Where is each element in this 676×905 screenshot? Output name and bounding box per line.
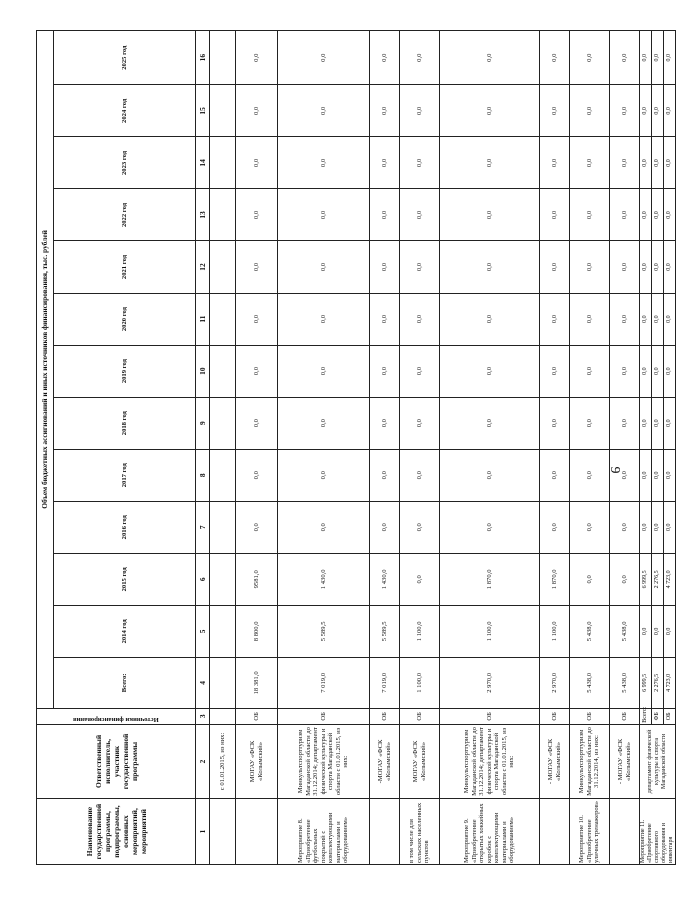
row-value: 0,0 (440, 449, 540, 501)
row-value: 2 970,0 (440, 657, 540, 708)
row-value: 1 100,0 (400, 657, 440, 708)
row-source: ОБ (278, 708, 370, 724)
header-year-5: 2019 год (54, 345, 196, 397)
table-row (440, 31, 540, 865)
row-value: 0,0 (370, 293, 400, 345)
row-value: 0,0 (278, 189, 370, 241)
table-row (278, 31, 370, 865)
row-value: 0,0 (400, 553, 440, 605)
row-value: 0,0 (540, 397, 570, 449)
row-value (210, 553, 236, 605)
row-value (210, 241, 236, 293)
row-value: 2 276,5 (652, 553, 664, 605)
row-value (210, 657, 236, 708)
column-number-13: 13 (196, 189, 210, 241)
header-year-11: 2025 год (54, 31, 196, 85)
row-value: 0,0 (652, 31, 664, 85)
row-value: 0,0 (540, 501, 570, 553)
row-value: 5 438,0 (610, 657, 640, 708)
row-value: 0,0 (236, 31, 278, 85)
row-name (540, 799, 570, 865)
row-executor: Минкультспорттуризм Магаданской области до 31.12.2014; департамент физической культуры и спорта Магаданской области с 01.01.2015, из них: (440, 724, 540, 798)
column-number-6: 6 (196, 553, 210, 605)
row-value: 2 276,5 (652, 657, 664, 708)
row-source: Всего: (640, 708, 652, 724)
row-value: 0,0 (440, 397, 540, 449)
row-value: 0,0 (278, 85, 370, 137)
row-value: 0,0 (236, 241, 278, 293)
row-value: 0,0 (540, 293, 570, 345)
row-value: 2 970,0 (540, 657, 570, 708)
column-number-3: 3 (196, 708, 210, 724)
row-value: 0,0 (664, 605, 676, 657)
row-source (210, 708, 236, 724)
row-value: 0,0 (664, 501, 676, 553)
row-value: 0,0 (440, 137, 540, 189)
row-value: 0,0 (540, 31, 570, 85)
table-row (570, 31, 610, 865)
row-value: 0,0 (570, 345, 610, 397)
row-name (370, 799, 400, 865)
row-value (210, 449, 236, 501)
column-number-9: 9 (196, 397, 210, 449)
row-value: 0,0 (440, 85, 540, 137)
row-value: 0,0 (278, 501, 370, 553)
row-name: Мероприятие 8. «Приобретение футбольных покрытий с комплектующими материалами и оборудованием» (278, 799, 370, 865)
row-value: 0,0 (236, 137, 278, 189)
header-name: Наименование государственной программы, подпрограммы, основных мероприятий, мероприятий (37, 799, 196, 865)
row-value: 0,0 (664, 449, 676, 501)
header-year-9: 2023 год (54, 137, 196, 189)
column-number-5: 5 (196, 605, 210, 657)
row-value: 0,0 (400, 137, 440, 189)
row-value: 0,0 (440, 345, 540, 397)
row-value: 0,0 (540, 449, 570, 501)
column-number-8: 8 (196, 449, 210, 501)
row-value: 0,0 (652, 605, 664, 657)
row-value: 0,0 (236, 397, 278, 449)
header-year-0: 2014 год (54, 605, 196, 657)
row-value: 0,0 (664, 345, 676, 397)
header-year-1: 2015 год (54, 553, 196, 605)
row-value: 0,0 (370, 501, 400, 553)
row-name: Мероприятие 11. «Приобретение спортивного оборудования и инвентаря (640, 799, 676, 865)
row-value: 0,0 (640, 189, 652, 241)
column-number-12: 12 (196, 241, 210, 293)
row-value: 0,0 (370, 345, 400, 397)
row-value: 0,0 (640, 31, 652, 85)
row-value: 0,0 (610, 553, 640, 605)
row-value: 0,0 (570, 137, 610, 189)
row-executor: с 01.01.2015, из них: (210, 724, 236, 798)
row-value: 0,0 (640, 85, 652, 137)
table-row (540, 31, 570, 865)
row-name (236, 799, 278, 865)
column-number-15: 15 (196, 85, 210, 137)
row-value (210, 501, 236, 553)
row-value: 1 870,0 (440, 553, 540, 605)
row-value: 0,0 (236, 293, 278, 345)
header-year-6: 2020 год (54, 293, 196, 345)
header-year-8: 2022 год (54, 189, 196, 241)
row-value: 0,0 (570, 449, 610, 501)
row-value: 0,0 (236, 85, 278, 137)
header-source: Источники финансирования (37, 708, 196, 724)
row-value: 0,0 (570, 241, 610, 293)
row-value: 0,0 (610, 241, 640, 293)
row-value: 0,0 (652, 85, 664, 137)
row-name: Мероприятие 10. «Приобретение уличных тренажеров» (570, 799, 610, 865)
row-value (210, 345, 236, 397)
row-value: 0,0 (540, 189, 570, 241)
row-value: 0,0 (400, 345, 440, 397)
row-value: 0,0 (278, 241, 370, 293)
row-value: 0,0 (370, 31, 400, 85)
page-number: 9 (607, 466, 622, 474)
row-value: 0,0 (236, 189, 278, 241)
row-value: 5 438,0 (570, 657, 610, 708)
row-name: в том числе для сельских населенных пунктов (400, 799, 440, 865)
row-value: 0,0 (540, 345, 570, 397)
row-value: 0,0 (278, 397, 370, 449)
row-value: 0,0 (652, 501, 664, 553)
row-value: 0,0 (278, 449, 370, 501)
row-value: 8 800,0 (236, 605, 278, 657)
row-value: 0,0 (640, 345, 652, 397)
row-value: 0,0 (652, 137, 664, 189)
row-name: Мероприятие 9. «Приобретение открытых хоккейных коробок с комплектующими материалами и оборудованием» (440, 799, 540, 865)
row-value: 0,0 (652, 397, 664, 449)
row-value: 0,0 (664, 397, 676, 449)
row-source: ОБ (570, 708, 610, 724)
row-value: 0,0 (236, 501, 278, 553)
row-value (210, 397, 236, 449)
row-value: 4 723,0 (664, 553, 676, 605)
row-executor: департамент физической культуры и спорта Магаданской области (640, 724, 676, 798)
row-value: 0,0 (652, 449, 664, 501)
column-number-11: 11 (196, 293, 210, 345)
row-value: 0,0 (540, 137, 570, 189)
column-number-2: 2 (196, 724, 210, 798)
row-value: 9581,0 (236, 553, 278, 605)
row-value: 0,0 (610, 137, 640, 189)
header-total: Всего: (54, 657, 196, 708)
row-value: 0,0 (370, 189, 400, 241)
row-value: 0,0 (440, 293, 540, 345)
column-number-1: 1 (196, 799, 210, 865)
row-value: 0,0 (664, 293, 676, 345)
row-value: 5 589,5 (370, 605, 400, 657)
row-value: 0,0 (570, 189, 610, 241)
row-value: 0,0 (610, 85, 640, 137)
row-value: 0,0 (640, 397, 652, 449)
row-executor: Минкультспорттуризм Магаданской области до 31.12.2014, из них: (570, 724, 610, 798)
row-value: 0,0 (400, 189, 440, 241)
row-value: 0,0 (278, 137, 370, 189)
row-value: 0,0 (370, 397, 400, 449)
row-value: 1 430,0 (278, 553, 370, 605)
row-value: 0,0 (236, 345, 278, 397)
row-value: 0,0 (570, 31, 610, 85)
row-executor: МОГАУ «ФСК «Колымский» (236, 724, 278, 798)
row-value: 0,0 (652, 241, 664, 293)
row-value: 0,0 (640, 293, 652, 345)
row-value: 0,0 (400, 241, 440, 293)
column-number-16: 16 (196, 31, 210, 85)
row-value: 0,0 (400, 31, 440, 85)
row-source: ФБ (652, 708, 664, 724)
row-value: 0,0 (370, 137, 400, 189)
row-executor: МОГАУ «ФСК «Колымский» (400, 724, 440, 798)
table-row (640, 31, 652, 865)
row-executor: Минкультспорттуризм Магаданской области до 31.12.2014; департамент физической культуры и спорта Магаданской области с 01.01.2015, из них: (278, 724, 370, 798)
row-value: 0,0 (400, 397, 440, 449)
column-number-7: 7 (196, 501, 210, 553)
row-value: 0,0 (664, 31, 676, 85)
row-value: 0,0 (610, 397, 640, 449)
row-value (210, 137, 236, 189)
row-source: ОБ (370, 708, 400, 724)
row-value: 1 100,0 (440, 605, 540, 657)
funding-table (36, 30, 676, 865)
header-year-7: 2021 год (54, 241, 196, 293)
row-value: 0,0 (610, 345, 640, 397)
row-value: 0,0 (610, 501, 640, 553)
row-value: 0,0 (278, 293, 370, 345)
header-year-4: 2018 год (54, 397, 196, 449)
row-value (210, 605, 236, 657)
row-value: 0,0 (540, 85, 570, 137)
row-value: 4 723,0 (664, 657, 676, 708)
rotated-table-wrapper (36, 30, 674, 865)
row-source: ОБ (540, 708, 570, 724)
row-value: 0,0 (400, 449, 440, 501)
row-source: ОБ (236, 708, 278, 724)
header-executor: Ответственный исполнитель, участник государственной программы (37, 724, 196, 798)
header-year-10: 2024 год (54, 85, 196, 137)
row-executor: - МОГАУ «ФСК «Колымский» (540, 724, 570, 798)
row-name (210, 799, 236, 865)
row-source: ОБ (664, 708, 676, 724)
row-value: 0,0 (664, 85, 676, 137)
table-row (400, 31, 440, 865)
row-value: 5 589,5 (278, 605, 370, 657)
row-value: 0,0 (540, 241, 570, 293)
row-value: 0,0 (400, 293, 440, 345)
row-value: 0,0 (652, 189, 664, 241)
row-value: 1 100,0 (540, 605, 570, 657)
row-value: 0,0 (370, 241, 400, 293)
table-row (370, 31, 400, 865)
row-value: 0,0 (370, 449, 400, 501)
row-value: 0,0 (610, 449, 640, 501)
row-value: 0,0 (570, 85, 610, 137)
row-value: 0,0 (652, 293, 664, 345)
row-value: 1 430,0 (370, 553, 400, 605)
row-value: 0,0 (278, 345, 370, 397)
row-value: 0,0 (440, 241, 540, 293)
row-value: 0,0 (610, 189, 640, 241)
row-value (210, 189, 236, 241)
header-year-2: 2016 год (54, 501, 196, 553)
row-value: 0,0 (400, 85, 440, 137)
table-row (610, 31, 640, 865)
row-value: 7 019,0 (278, 657, 370, 708)
row-value: 6 999,5 (640, 553, 652, 605)
row-value: 1 100,0 (400, 605, 440, 657)
row-value: 0,0 (400, 501, 440, 553)
row-value: 0,0 (570, 397, 610, 449)
table-row (210, 31, 236, 865)
row-value: 0,0 (236, 449, 278, 501)
row-value: 0,0 (570, 501, 610, 553)
row-value: 0,0 (610, 31, 640, 85)
row-value: 0,0 (664, 189, 676, 241)
row-value: 5 438,0 (610, 605, 640, 657)
row-value: 6 999,5 (640, 657, 652, 708)
row-value: 0,0 (664, 137, 676, 189)
row-value: 5 438,0 (570, 605, 610, 657)
column-number-4: 4 (196, 657, 210, 708)
row-executor: - МОГАУ «ФСК «Колымский» (610, 724, 640, 798)
row-value: 0,0 (440, 31, 540, 85)
column-number-10: 10 (196, 345, 210, 397)
row-value: 0,0 (664, 241, 676, 293)
row-value: 0,0 (570, 293, 610, 345)
row-value: 0,0 (652, 345, 664, 397)
row-value (210, 85, 236, 137)
row-source: ОБ (440, 708, 540, 724)
row-value: 0,0 (440, 501, 540, 553)
row-source: ОБ (610, 708, 640, 724)
row-value (210, 293, 236, 345)
row-value: 0,0 (570, 553, 610, 605)
row-value: 0,0 (278, 31, 370, 85)
row-source: ОБ (400, 708, 440, 724)
row-value: 0,0 (440, 189, 540, 241)
table-row (236, 31, 278, 865)
row-value: 0,0 (370, 85, 400, 137)
row-value: 0,0 (640, 605, 652, 657)
row-value: 0,0 (640, 501, 652, 553)
row-name (610, 799, 640, 865)
row-value (210, 31, 236, 85)
row-value: 18 381,0 (236, 657, 278, 708)
header-funding-title: Объем бюджетных ассигнований и иных источников финансирования, тыс. рублей (37, 31, 54, 709)
row-value: 0,0 (610, 293, 640, 345)
row-value: 7 019,0 (370, 657, 400, 708)
row-value: 1 870,0 (540, 553, 570, 605)
row-executor: -МОГАУ «ФСК «Колымский» (370, 724, 400, 798)
header-year-3: 2017 год (54, 449, 196, 501)
row-value: 0,0 (640, 137, 652, 189)
row-value: 0,0 (640, 449, 652, 501)
column-number-14: 14 (196, 137, 210, 189)
row-value: 0,0 (640, 241, 652, 293)
